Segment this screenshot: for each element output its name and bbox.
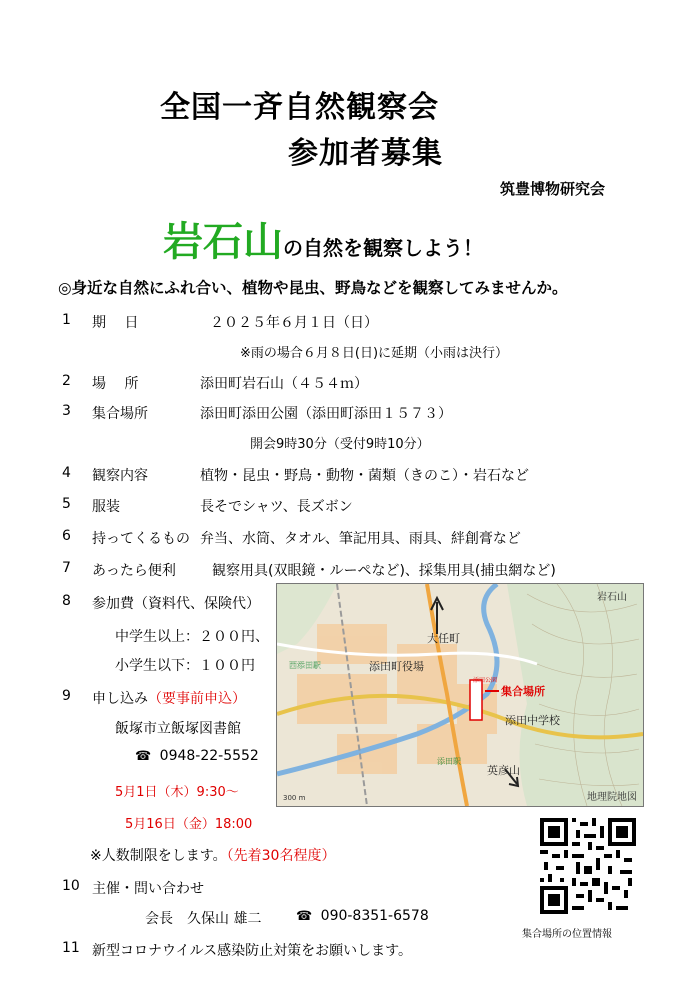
map-scale: 300 m (283, 794, 306, 802)
clothes-value: 長そでシャツ、長ズボン (200, 499, 353, 515)
map-label-office: 添田町役場 (369, 660, 424, 673)
poster-subtitle: 参加者募集 (288, 136, 443, 171)
content-label: 観察内容 (92, 468, 148, 484)
map-graphic (277, 584, 643, 806)
item-number: 7 (62, 560, 71, 576)
item-number: 9 (62, 688, 71, 704)
bring-value: 弁当、水筒、タオル、筆記用具、雨具、絆創膏など (200, 531, 521, 547)
map-label-mountain: 岩石山 (597, 592, 627, 603)
contact-label: 主催・問い合わせ (92, 881, 204, 897)
qr-code[interactable] (540, 818, 636, 914)
covid-note: 新型コロナウイルス感染防止対策をお願いします。 (92, 943, 413, 959)
meeting-note: 開会9時30分（受付9時10分） (250, 437, 430, 452)
item-number: 6 (62, 528, 71, 544)
item-number: 5 (62, 496, 71, 512)
location-map (276, 583, 644, 807)
fee-label: 参加費（資料代、保険代） (92, 596, 260, 612)
place-value: 添田町岩石山（４５４ｍ） (200, 376, 368, 392)
apply-phone-row (135, 748, 259, 764)
apply-period-end: 5月16日（金）18:00 (125, 817, 253, 832)
item-number: 8 (62, 593, 71, 609)
date-value: ２０２５年６月１日（日） (210, 315, 378, 331)
apply-period-start: 5月1日（木）9:30～ (115, 785, 239, 800)
map-label-meeting: 集合場所 (501, 685, 545, 698)
phone-icon: ☎ (296, 909, 313, 924)
date-note: ※雨の場合６月８日(日)に延期（小雨は決行） (240, 346, 509, 361)
useful-label: あったら便利 (92, 563, 176, 579)
slogan (163, 210, 483, 267)
slogan-highlight: 岩石山 (163, 219, 283, 265)
date-label: 期 日 (92, 315, 139, 331)
content-value: 植物・昆虫・野鳥・動物・菌類（きのこ）・岩石など (200, 468, 529, 484)
slogan-rest: の自然を観察しよう！ (283, 236, 483, 260)
apply-label (92, 688, 246, 708)
item-number: 2 (62, 373, 71, 389)
organizer-name: 筑豊博物研究会 (500, 180, 606, 198)
fee-elementary: 小学生以下：１００円 (115, 658, 255, 674)
fee-junior-high: 中学生以上：２００円、 (115, 629, 269, 645)
contact-phone: 090-8351-6578 (320, 908, 429, 924)
useful-value: 観察用具(双眼鏡・ルーペなど)、採集用具(捕虫網など) (212, 563, 556, 579)
item-number: 3 (62, 403, 71, 419)
apply-label-text: 申し込み (92, 691, 148, 707)
map-label-station2: 添田駅 (437, 757, 461, 766)
poster-title: 全国一斉自然観察会 (160, 90, 439, 125)
map-label-town: 大任町 (427, 632, 460, 645)
meeting-value: 添田町添田公園（添田町添田１５７３） (200, 406, 452, 422)
intro-text: ◎身近な自然にふれ合い、植物や昆虫、野鳥などを観察してみませんか。 (58, 279, 568, 297)
limit-text: ※人数制限をします。 (90, 848, 227, 864)
map-label-mountain2: 英彦山 (487, 764, 520, 777)
limit-red: （先着30名程度） (226, 848, 336, 864)
item-number: 1 (62, 312, 71, 328)
item-number: 11 (62, 940, 80, 956)
qr-caption: 集合場所の位置情報 (522, 929, 612, 940)
contact-person: 会長 久保山 雄二 (145, 911, 262, 927)
apply-phone: 0948-22-5552 (159, 748, 259, 764)
map-label-station1: 西添田駅 (289, 661, 321, 670)
map-label-school: 添田中学校 (505, 714, 560, 727)
apply-required-note: （要事前申込） (148, 691, 246, 707)
limit-note (90, 845, 335, 865)
phone-icon: ☎ (135, 749, 152, 764)
contact-phone-row (296, 908, 429, 924)
item-number: 10 (62, 878, 80, 894)
map-label-park: 添田公園 (473, 677, 498, 684)
place-label: 場 所 (92, 376, 139, 392)
map-credit: 地理院地図 (587, 792, 637, 803)
item-number: 4 (62, 465, 71, 481)
meeting-label: 集合場所 (92, 406, 148, 422)
bring-label: 持ってくるもの (92, 531, 190, 547)
clothes-label: 服装 (92, 499, 120, 515)
apply-place: 飯塚市立飯塚図書館 (115, 721, 241, 737)
